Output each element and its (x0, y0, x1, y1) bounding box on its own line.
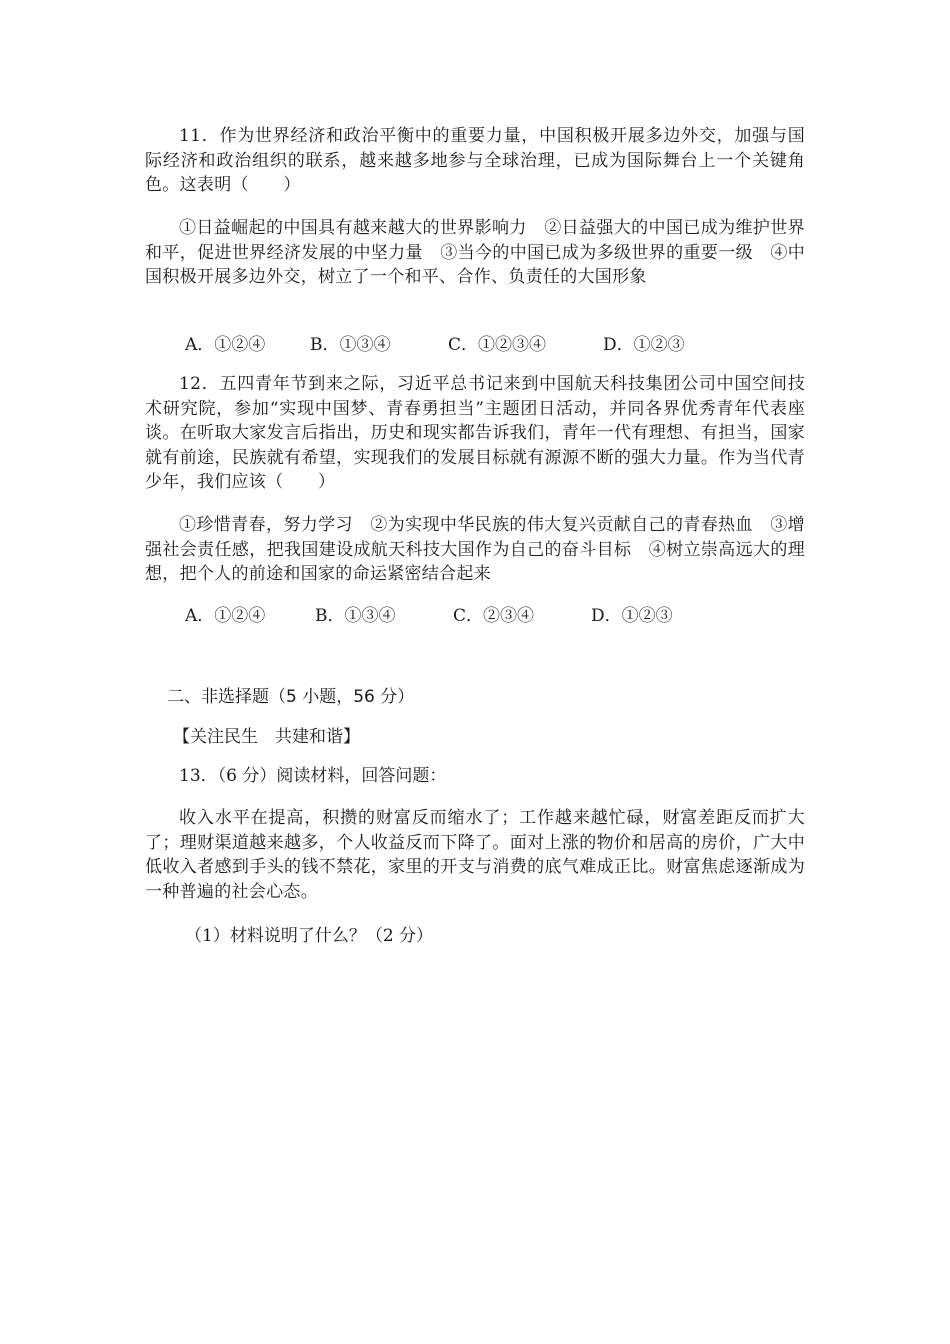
question-11-option-d: D．①②③ (603, 335, 685, 355)
question-11-options (185, 333, 805, 357)
question-12-stem: 12．五四青年节到来之际，习近平总书记来到中国航天科技集团公司中国空间技术研究院，参加“实现中国梦、青春勇担当”主题团日活动，并同各界优秀青年代表座谈。在听取大家发言后指出，历史和现实都告诉我们，青年一代有理想、有担当，国家就有前途，民族就有希望，实现我们的发展目标就有源源不断的强大力量。作为当代青少年，我们应该（ ） (145, 374, 805, 492)
question-11-stem: 11．作为世界经济和政治平衡中的重要力量，中国积极开展多边外交，加强与国际经济和政治组织的联系，越来越多地参与全球治理，已成为国际舞台上一个关键角色。这表明（ ） (145, 126, 805, 195)
question-12-option-b: B．①③④ (315, 606, 396, 626)
topic-heading: 【关注民生 共建和谐】 (173, 727, 360, 747)
question-12-statements: ①珍惜青春，努力学习 ②为实现中华民族的伟大复兴贡献自己的青春热血 ③增强社会责任感，把我国建设成航天科技大国作为自己的奋斗目标 ④树立崇高远大的理想，把个人的前途和国家的命运紧密结合起来 (145, 515, 805, 584)
question-13-sub-question-1: （1）材料说明了什么？（2 分） (185, 926, 434, 946)
question-12-option-c: C．②③④ (453, 606, 535, 626)
question-13-material: 收入水平在提高，积攒的财富反而缩水了；工作越来越忙碌，财富差距反而扩大了；理财渠道越来越多，个人收益反而下降了。面对上涨的物价和居高的房价，广大中低收入者感到手头的钱不禁花，家里的开支与消费的底气难成正比。财富焦虑逐渐成为一种普遍的社会心态。 (145, 808, 805, 902)
question-11-option-a: A．①②④ (185, 335, 266, 355)
question-12-options (185, 604, 805, 628)
question-13-stem: 13．（6 分）阅读材料，回答问题： (179, 766, 447, 786)
question-12-option-d: D．①②③ (591, 606, 673, 626)
question-11-statements: ①日益崛起的中国具有越来越大的世界影响力 ②日益强大的中国已成为维护世界和平，促进世界经济发展的中坚力量 ③当今的中国已成为多级世界的重要一级 ④中国积极开展多边外交，树立了一个和平、合作、负责任的大国形象 (145, 218, 805, 287)
question-11-option-b: B．①③④ (310, 335, 391, 355)
question-11-option-c: C．①②③④ (448, 335, 547, 355)
question-12-option-a: A．①②④ (185, 606, 266, 626)
section-heading: 二、非选择题（5 小题，56 分） (167, 687, 415, 707)
